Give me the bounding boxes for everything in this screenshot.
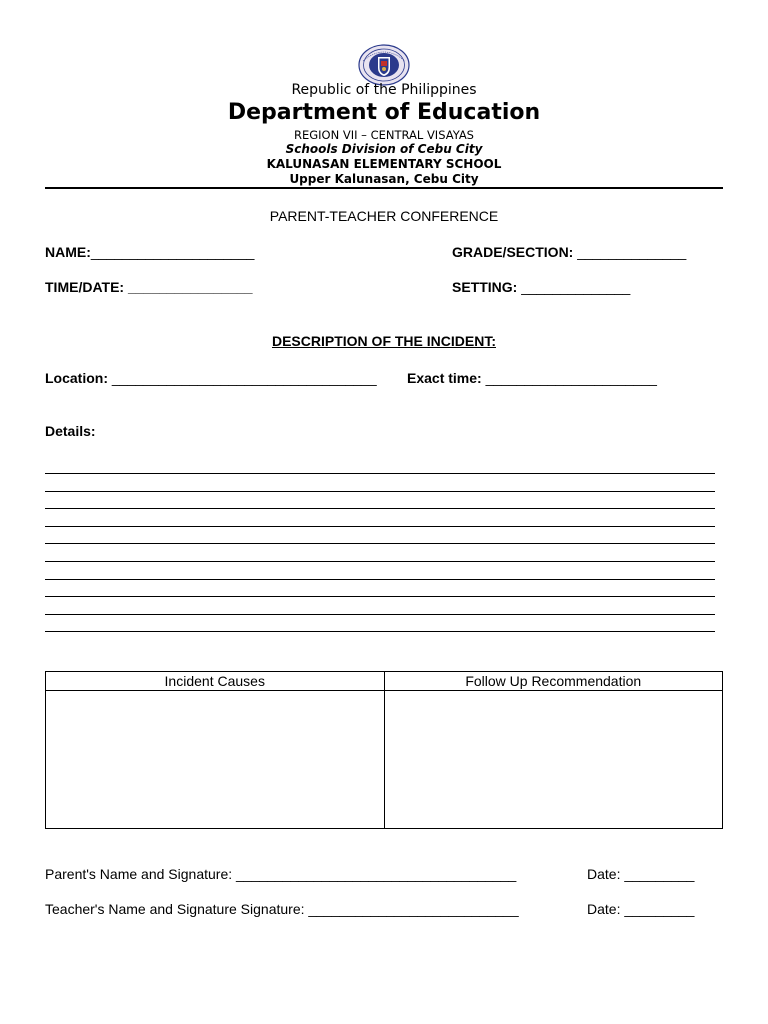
location-label: Location: (45, 370, 112, 386)
parent-signature-field[interactable] (45, 866, 516, 882)
details-line[interactable] (45, 631, 715, 632)
grade-section-blank[interactable]: ______________ (577, 244, 687, 260)
incident-section-title: DESCRIPTION OF THE INCIDENT: (271, 333, 496, 349)
details-line[interactable] (45, 473, 715, 474)
incident-causes-cell[interactable] (46, 691, 385, 829)
parent-date-label: Date: (587, 866, 625, 882)
parent-date-field[interactable] (587, 866, 694, 882)
name-label: NAME: (45, 244, 91, 260)
details-line[interactable] (45, 579, 715, 580)
header-address: Upper Kalunasan, Cebu City (289, 172, 479, 186)
setting-blank[interactable]: ______________ (521, 279, 631, 295)
details-line[interactable] (45, 508, 715, 509)
exact-time-label: Exact time: (407, 370, 486, 386)
teacher-signature-label: Teacher's Name and Signature Signature: (45, 901, 309, 917)
header-school: KALUNASAN ELEMENTARY SCHOOL (266, 157, 502, 171)
teacher-date-field[interactable] (587, 901, 694, 917)
grade-section-label: GRADE/SECTION: (452, 244, 578, 260)
exact-time-blank[interactable]: ______________________ (485, 370, 657, 386)
header-department: Department of Education (227, 100, 541, 125)
exact-time-field[interactable] (407, 370, 657, 386)
name-field[interactable] (45, 244, 254, 260)
teacher-signature-field[interactable] (45, 901, 519, 917)
time-date-blank[interactable]: ________________ (127, 279, 253, 295)
teacher-signature-blank[interactable]: ___________________________ (308, 901, 519, 917)
incident-table (45, 671, 723, 829)
details-line[interactable] (45, 561, 715, 562)
time-date-label: TIME/DATE: (45, 279, 128, 295)
name-blank[interactable]: _____________________ (90, 244, 255, 260)
location-blank[interactable]: __________________________________ (111, 370, 377, 386)
follow-up-cell[interactable] (384, 691, 723, 829)
header-divider (45, 187, 723, 189)
time-date-field[interactable] (45, 279, 253, 295)
parent-date-blank[interactable]: _________ (624, 866, 695, 882)
teacher-date-label: Date: (587, 901, 625, 917)
header-region: REGION VII – CENTRAL VISAYAS (293, 128, 474, 142)
setting-field[interactable] (452, 279, 630, 295)
header-republic: Republic of the Philippines (291, 82, 477, 98)
location-field[interactable] (45, 370, 377, 386)
teacher-date-blank[interactable]: _________ (624, 901, 695, 917)
deped-seal-logo (357, 44, 411, 86)
header-division: Schools Division of Cebu City (285, 142, 483, 156)
details-line[interactable] (45, 596, 715, 597)
setting-label: SETTING: (452, 279, 522, 295)
details-line[interactable] (45, 491, 715, 492)
follow-up-header: Follow Up Recommendation (384, 672, 723, 691)
grade-section-field[interactable] (452, 244, 686, 260)
details-line[interactable] (45, 614, 715, 615)
incident-causes-header: Incident Causes (46, 672, 385, 691)
details-label: Details: (45, 423, 96, 439)
form-title: PARENT-TEACHER CONFERENCE (269, 208, 499, 224)
parent-signature-blank[interactable]: ____________________________________ (236, 866, 517, 882)
parent-signature-label: Parent's Name and Signature: (45, 866, 237, 882)
details-line[interactable] (45, 526, 715, 527)
details-line[interactable] (45, 543, 715, 544)
